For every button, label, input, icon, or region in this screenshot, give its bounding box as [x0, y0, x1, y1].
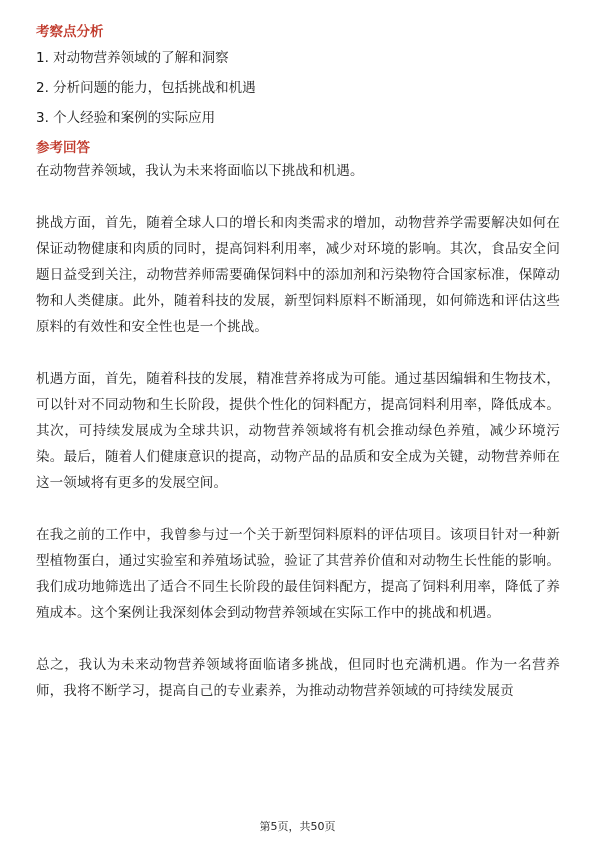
analysis-item-1: 1. 对动物营养领域的了解和洞察	[36, 50, 229, 66]
answer-paragraph-opportunities: 机遇方面，首先，随着科技的发展，精准营养将成为可能。通过基因编辑和生物技术，可以针对不同动物和生长阶段，提供个性化的饲料配方，提高饲料利用率，降低成本。其次，可持续发展成为全球共识，动物营养领域将有机会推动绿色养殖，减少环境污染。最后，随着人们健康意识的提高，动物产品的品质和安全成为关键，动物营养师在这一领域将有更多的发展空间。	[36, 371, 560, 491]
answer-paragraph-summary: 总之，我认为未来动物营养领域将面临诸多挑战，但同时也充满机遇。作为一名营养师，我将不断学习，提高自己的专业素养，为推动动物营养领域的可持续发展贡	[36, 657, 560, 699]
analysis-heading: 考察点分析	[36, 24, 104, 40]
analysis-item-2: 2. 分析问题的能力，包括挑战和机遇	[36, 80, 256, 96]
answer-body	[36, 158, 560, 704]
answer-heading: 参考回答	[36, 140, 90, 156]
document-page	[36, 22, 560, 704]
answer-paragraph-intro: 在动物营养领域，我认为未来将面临以下挑战和机遇。	[36, 163, 364, 179]
analysis-list	[36, 48, 560, 128]
page-indicator: 第5页，共50页	[259, 820, 336, 833]
answer-paragraph-challenges: 挑战方面，首先，随着全球人口的增长和肉类需求的增加，动物营养学需要解决如何在保证动物健康和肉质的同时，提高饲料利用率，减少对环境的影响。其次，食品安全问题日益受到关注，动物营养师需要确保饲料中的添加剂和污染物符合国家标准，保障动物和人类健康。此外，随着科技的发展，新型饲料原料不断涌现，如何筛选和评估这些原料的有效性和安全性也是一个挑战。	[36, 215, 560, 335]
answer-paragraph-experience: 在我之前的工作中，我曾参与过一个关于新型饲料原料的评估项目。该项目针对一种新型植物蛋白，通过实验室和养殖场试验，验证了其营养价值和对动物生长性能的影响。我们成功地筛选出了适合不同生长阶段的最佳饲料配方，提高了饲料利用率，降低了养殖成本。这个案例让我深刻体会到动物营养领域在实际工作中的挑战和机遇。	[36, 527, 560, 621]
analysis-item-3: 3. 个人经验和案例的实际应用	[36, 110, 216, 126]
